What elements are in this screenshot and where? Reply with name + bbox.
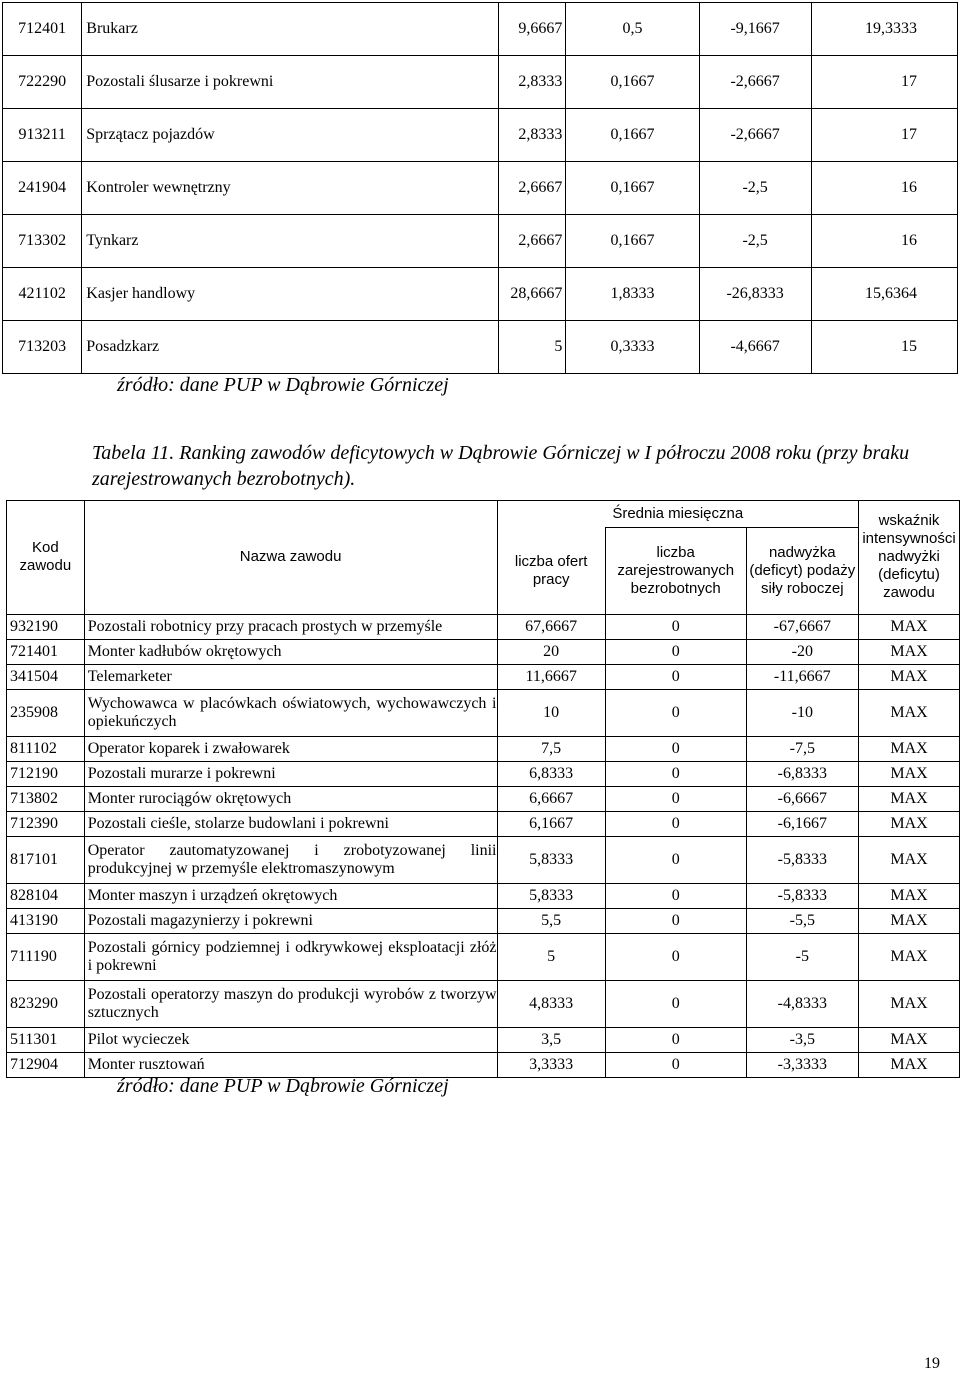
table-cell: -2,6667	[699, 56, 811, 109]
table-row	[3, 162, 958, 215]
table-ranking	[6, 500, 960, 1078]
table-cell: Monter maszyn i urządzeń okrętowych	[84, 883, 497, 908]
table-cell: 9,6667	[499, 3, 566, 56]
header-unemployed: liczba zarejestrowanych bezrobotnych	[605, 528, 746, 615]
table-cell: Operator koparek i zwałowarek	[84, 736, 497, 761]
table-cell: 17	[811, 109, 957, 162]
table-row	[7, 664, 960, 689]
table-cell: 7,5	[497, 736, 605, 761]
table-cell: 0	[605, 883, 746, 908]
table-cell: Wychowawca w placówkach oświatowych, wychowawczych i opiekuńczych	[84, 689, 497, 736]
table-cell: 28,6667	[499, 268, 566, 321]
table-cell: 20	[497, 639, 605, 664]
table-cell: -6,6667	[746, 786, 858, 811]
table-row	[7, 933, 960, 980]
table-top	[2, 2, 958, 374]
table-cell: Sprzątacz pojazdów	[82, 109, 499, 162]
table-cell: 67,6667	[497, 614, 605, 639]
table-cell: 341504	[7, 664, 85, 689]
table-cell: -2,6667	[699, 109, 811, 162]
table-cell: -6,1667	[746, 811, 858, 836]
table-cell: 2,8333	[499, 109, 566, 162]
table-row	[7, 811, 960, 836]
table-cell: 0	[605, 689, 746, 736]
table-cell: 712401	[3, 3, 82, 56]
header-index: wskaźnik intensywności nadwyżki (deficytu) zawodu	[859, 501, 960, 615]
table-cell: 712390	[7, 811, 85, 836]
table-cell: 0	[605, 980, 746, 1027]
table-cell: 0,1667	[566, 215, 699, 268]
table-cell: 0,5	[566, 3, 699, 56]
table-row	[7, 761, 960, 786]
table-cell: MAX	[859, 1052, 960, 1077]
table-cell: 0,1667	[566, 56, 699, 109]
table-cell: 4,8333	[497, 980, 605, 1027]
table-cell: 0	[605, 933, 746, 980]
header-offers: liczba ofert pracy	[497, 528, 605, 615]
table-cell: Operator zautomatyzowanej i zrobotyzowanej linii produkcyjnej w przemyśle elektromaszynowym	[84, 836, 497, 883]
table-cell: -6,8333	[746, 761, 858, 786]
header-surplus: nadwyżka (deficyt) podaży siły roboczej	[746, 528, 858, 615]
table-cell: -10	[746, 689, 858, 736]
table-row	[7, 639, 960, 664]
header-code: Kod zawodu	[7, 501, 85, 615]
table-cell: MAX	[859, 761, 960, 786]
table-row	[3, 215, 958, 268]
table-cell: 3,5	[497, 1027, 605, 1052]
table-cell: Pozostali operatorzy maszyn do produkcji wyrobów z tworzyw sztucznych	[84, 980, 497, 1027]
table-cell: 11,6667	[497, 664, 605, 689]
table-cell: Pozostali górnicy podziemnej i odkrywkowej eksploatacji złóż i pokrewni	[84, 933, 497, 980]
table-cell: MAX	[859, 980, 960, 1027]
table-cell: -5	[746, 933, 858, 980]
table-cell: 0	[605, 639, 746, 664]
table-cell: Posadzkarz	[82, 321, 499, 374]
header-name: Nazwa zawodu	[84, 501, 497, 615]
table-row	[3, 3, 958, 56]
table-cell: 913211	[3, 109, 82, 162]
table-cell: Pozostali robotnicy przy pracach prostych w przemyśle	[84, 614, 497, 639]
table-cell: -7,5	[746, 736, 858, 761]
table-row	[7, 736, 960, 761]
table-cell: MAX	[859, 908, 960, 933]
table-cell: 5,8333	[497, 836, 605, 883]
table-cell: 0	[605, 836, 746, 883]
table-row	[7, 1027, 960, 1052]
table-cell: MAX	[859, 614, 960, 639]
table-cell: Telemarketer	[84, 664, 497, 689]
table-cell: MAX	[859, 836, 960, 883]
table-cell: Monter kadłubów okrętowych	[84, 639, 497, 664]
table-row	[7, 614, 960, 639]
table-cell: 413190	[7, 908, 85, 933]
table-cell: 2,8333	[499, 56, 566, 109]
table-cell: 6,8333	[497, 761, 605, 786]
table-cell: 817101	[7, 836, 85, 883]
table-cell: MAX	[859, 786, 960, 811]
table-cell: Pozostali ślusarze i pokrewni	[82, 56, 499, 109]
table-cell: -5,8333	[746, 836, 858, 883]
table-cell: 6,1667	[497, 811, 605, 836]
table-cell: 0	[605, 908, 746, 933]
table-cell: 15	[811, 321, 957, 374]
table-title: Tabela 11. Ranking zawodów deficytowych w Dąbrowie Górniczej w I półroczu 2008 roku (przy braku zarejestrowanych bezrobotnych).	[92, 442, 910, 490]
table-cell: 0	[605, 761, 746, 786]
table-cell: 932190	[7, 614, 85, 639]
table-cell: MAX	[859, 736, 960, 761]
table-cell: MAX	[859, 689, 960, 736]
table-cell: 421102	[3, 268, 82, 321]
table-row	[3, 321, 958, 374]
table-cell: 713203	[3, 321, 82, 374]
table-cell: MAX	[859, 639, 960, 664]
source-note-2: źródło: dane PUP w Dąbrowie Górniczej	[117, 1075, 449, 1097]
table-cell: 0,3333	[566, 321, 699, 374]
table-cell: 6,6667	[497, 786, 605, 811]
table-cell: -26,8333	[699, 268, 811, 321]
table-cell: 712190	[7, 761, 85, 786]
table-row	[7, 883, 960, 908]
table-cell: 0,1667	[566, 109, 699, 162]
table-cell: Pozostali cieśle, stolarze budowlani i pokrewni	[84, 811, 497, 836]
table-cell: 0	[605, 811, 746, 836]
table-cell: 828104	[7, 883, 85, 908]
table-cell: Pozostali murarze i pokrewni	[84, 761, 497, 786]
table-row	[7, 689, 960, 736]
table-cell: Kontroler wewnętrzny	[82, 162, 499, 215]
table-cell: -3,3333	[746, 1052, 858, 1077]
table-cell: MAX	[859, 883, 960, 908]
table-cell: -4,6667	[699, 321, 811, 374]
table-cell: 5,5	[497, 908, 605, 933]
table-cell: 0	[605, 1052, 746, 1077]
table-cell: 2,6667	[499, 215, 566, 268]
table-cell: 712904	[7, 1052, 85, 1077]
table-row	[3, 109, 958, 162]
table-cell: 713302	[3, 215, 82, 268]
table-cell: Kasjer handlowy	[82, 268, 499, 321]
table-cell: -67,6667	[746, 614, 858, 639]
table-cell: -11,6667	[746, 664, 858, 689]
table-cell: MAX	[859, 811, 960, 836]
table-cell: -9,1667	[699, 3, 811, 56]
table-cell: 3,3333	[497, 1052, 605, 1077]
table-row	[7, 908, 960, 933]
table-cell: 235908	[7, 689, 85, 736]
table-cell: 5	[499, 321, 566, 374]
table-cell: -5,5	[746, 908, 858, 933]
table-cell: 721401	[7, 639, 85, 664]
table-cell: 15,6364	[811, 268, 957, 321]
table-cell: -5,8333	[746, 883, 858, 908]
table-cell: 5,8333	[497, 883, 605, 908]
table-cell: 0	[605, 614, 746, 639]
table-cell: 823290	[7, 980, 85, 1027]
header-group: Średnia miesięczna	[497, 501, 859, 528]
table-cell: 2,6667	[499, 162, 566, 215]
table-row	[7, 836, 960, 883]
table-cell: 0	[605, 664, 746, 689]
table-cell: 0	[605, 786, 746, 811]
table-cell: -20	[746, 639, 858, 664]
table-cell: 713802	[7, 786, 85, 811]
table-row	[3, 268, 958, 321]
page-number: 19	[924, 1355, 940, 1372]
table-row	[3, 56, 958, 109]
table-cell: Pozostali magazynierzy i pokrewni	[84, 908, 497, 933]
table-cell: Pilot wycieczek	[84, 1027, 497, 1052]
table-cell: 19,3333	[811, 3, 957, 56]
table-cell: 5	[497, 933, 605, 980]
table-cell: 0	[605, 736, 746, 761]
table-cell: -3,5	[746, 1027, 858, 1052]
table-cell: Tynkarz	[82, 215, 499, 268]
source-note-1: źródło: dane PUP w Dąbrowie Górniczej	[117, 374, 449, 396]
table-row	[7, 786, 960, 811]
table-cell: MAX	[859, 664, 960, 689]
table-cell: Monter rusztowań	[84, 1052, 497, 1077]
table-cell: 241904	[3, 162, 82, 215]
table-row	[7, 980, 960, 1027]
table-cell: 10	[497, 689, 605, 736]
table-row	[7, 1052, 960, 1077]
table-cell: 811102	[7, 736, 85, 761]
table-cell: MAX	[859, 1027, 960, 1052]
table-cell: 511301	[7, 1027, 85, 1052]
table-cell: Brukarz	[82, 3, 499, 56]
table-cell: 1,8333	[566, 268, 699, 321]
table-cell: 0,1667	[566, 162, 699, 215]
table-cell: 16	[811, 162, 957, 215]
table-cell: Monter rurociągów okrętowych	[84, 786, 497, 811]
table-cell: 16	[811, 215, 957, 268]
table-cell: 722290	[3, 56, 82, 109]
table-cell: -2,5	[699, 162, 811, 215]
table-cell: 0	[605, 1027, 746, 1052]
table-cell: 17	[811, 56, 957, 109]
table-cell: -2,5	[699, 215, 811, 268]
table-cell: -4,8333	[746, 980, 858, 1027]
table-cell: MAX	[859, 933, 960, 980]
table-cell: 711190	[7, 933, 85, 980]
